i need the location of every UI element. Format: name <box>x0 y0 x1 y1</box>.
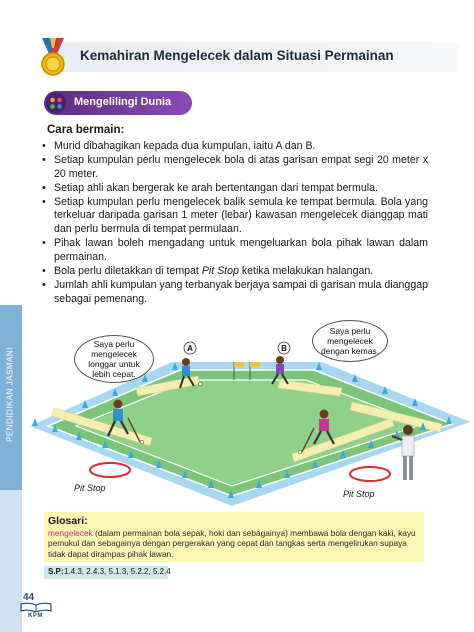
rule-text: ketika melakukan halangan. <box>238 264 374 277</box>
section-title: Mengelilingi Dunia <box>74 96 172 108</box>
publisher-logo-text: KPM <box>28 613 43 619</box>
medal-icon <box>38 38 68 78</box>
rule-item: • Setiap kumpulan perlu mengelecek balik semula ke tempat bermula. Bola yang terkeluar daripada garisan 1 meter (lebar) kawasan mengelecek dianggap mati dan perlu bermula di tempat permulaan. <box>40 196 428 237</box>
rules-list <box>40 140 428 307</box>
glossary-heading: Glosari: <box>48 515 88 527</box>
side-tab-lower <box>0 490 22 632</box>
glossary-text <box>48 528 420 559</box>
team-b-label: B <box>281 344 287 353</box>
rule-item: • Pihak lawan boleh mengadang untuk mengeluarkan bola pihak lawan dalam permainan. <box>40 237 428 264</box>
glossary-definition: (dalam permainan bola sepak, hoki dan sebagainya) membawa bola dengan kaki, kayu pemukul dan sebagainya dengan pergerakan yang cepat dan tangkas serta mengelirukan supaya tidak dapat dirampas pihak lawan. <box>48 528 416 559</box>
page-number: 44 <box>23 592 35 603</box>
rule-item: • Murid dibahagikan kepada dua kumpulan, iaitu A dan B. <box>40 140 428 154</box>
glossary-term: mengelecek <box>48 528 93 538</box>
team-a-label: A <box>187 344 193 353</box>
pitstop-term: Pit Stop <box>201 264 239 277</box>
page-title: Kemahiran Mengelecek dalam Situasi Permainan <box>80 48 394 63</box>
pitstop-label-left: Pit Stop <box>74 483 106 493</box>
pitstop-ring-right <box>350 467 390 481</box>
sp-codes: 1.4.3, 2.4.3, 5.1.3, 5.2.2, 5.2.4 <box>64 567 171 576</box>
rule-item <box>40 265 428 279</box>
open-book-icon <box>20 602 52 612</box>
people-group-icon <box>46 93 66 113</box>
sp-label: S.P: <box>48 567 64 576</box>
speech-bubble-right: Saya perlu mengelecek dengan kemas. <box>312 320 388 362</box>
rule-item: • Jumlah ahli kumpulan yang terbanyak berjaya sampai di garisan mula dianggap sebagai pemenang. <box>40 279 428 306</box>
pitstop-ring-left <box>90 463 130 477</box>
rules-heading: Cara bermain: <box>47 124 125 136</box>
side-tab-label: PENDIDIKAN JASMANI <box>5 347 15 442</box>
pitstop-label-right: Pit Stop <box>343 489 375 499</box>
rule-item: • Setiap kumpulan perlu mengelecek bola di atas garisan empat segi 20 meter x 20 meter. <box>40 154 428 181</box>
speech-bubble-left: Saya perlu mengelecek longgar untuk lebih cepat. <box>74 335 154 383</box>
rule-item: • Setiap ahli akan bergerak ke arah bertentangan dari tempat bermula. <box>40 182 428 196</box>
rule-text: Bola perlu diletakkan di tempat <box>54 264 202 277</box>
